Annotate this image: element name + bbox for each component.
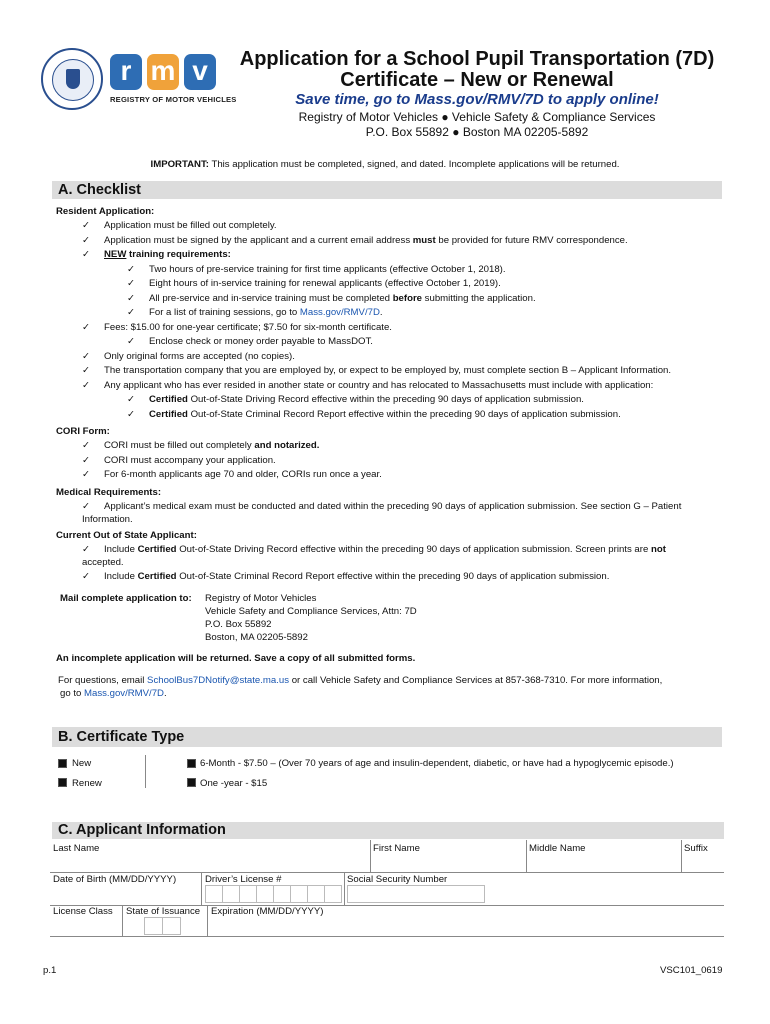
questions-line2: go to Mass.gov/RMV/7D. xyxy=(60,688,167,699)
one-year-checkbox[interactable] xyxy=(187,778,196,787)
suffix-label: Suffix xyxy=(684,843,708,854)
out-of-state-heading: Current Out of State Applicant: xyxy=(56,530,197,541)
state-input-cell[interactable] xyxy=(162,917,181,935)
apply-online-subtitle: Save time, go to Mass.gov/RMV/7D to apply online! xyxy=(295,91,659,108)
row-divider xyxy=(50,872,724,873)
checklist-item: Only original forms are accepted (no copies). xyxy=(104,351,295,362)
medical-item-cont: Information. xyxy=(82,514,133,525)
ssn-label: Social Security Number xyxy=(347,874,448,885)
section-b-heading: B. Certificate Type xyxy=(52,727,722,747)
cert-divider xyxy=(145,755,146,788)
field-divider xyxy=(370,840,371,872)
rmv-7d-link[interactable]: Mass.gov/RMV/7D xyxy=(299,307,380,318)
check-icon: ✓ xyxy=(82,455,91,466)
first-name-label: First Name xyxy=(373,843,420,854)
field-divider xyxy=(526,840,527,872)
important-notice: IMPORTANT: This application must be completed, signed, and dated. Incomplete applications will be returned. xyxy=(150,159,620,170)
check-icon: ✓ xyxy=(127,264,136,275)
address-line2: P.O. Box 55892 ● Boston MA 02205-5892 xyxy=(365,125,589,139)
check-icon: ✓ xyxy=(82,469,91,480)
check-icon: ✓ xyxy=(82,220,91,231)
middle-name-label: Middle Name xyxy=(529,843,586,854)
last-name-label: Last Name xyxy=(53,843,100,854)
check-icon: ✓ xyxy=(127,336,136,347)
checklist-item: Any applicant who has ever resided in another state or country and has relocated to Massachusetts must include with application: xyxy=(104,380,654,391)
ssn-input[interactable] xyxy=(347,885,485,903)
field-divider xyxy=(201,873,202,905)
renew-label: Renew xyxy=(72,778,102,789)
checklist-subitem: Two hours of pre-service training for first time applicants (effective October 1, 2018). xyxy=(149,264,506,275)
rmv-7d-link[interactable]: Mass.gov/RMV/7D xyxy=(84,688,164,699)
state-seal xyxy=(41,48,103,110)
checklist-subitem: Eight hours of in-service training for renewal applicants (effective October 1, 2019). xyxy=(149,278,501,289)
rmv-logo-subtitle: REGISTRY OF MOTOR VEHICLES xyxy=(110,95,237,104)
out-of-state-item-cont: accepted. xyxy=(82,557,124,568)
dob-label: Date of Birth (MM/DD/YYYY) xyxy=(53,874,177,885)
field-divider xyxy=(681,840,682,872)
mail-address-line: Registry of Motor Vehicles xyxy=(205,593,317,604)
page-number: p.1 xyxy=(43,965,57,976)
form-title-line1: Application for a School Pupil Transportation (7D) xyxy=(239,48,715,70)
mail-label: Mail complete application to: xyxy=(60,593,192,604)
form-code: VSC101_0619 xyxy=(660,965,723,976)
check-icon: ✓ xyxy=(82,571,91,582)
state-input-cell[interactable] xyxy=(144,917,163,935)
questions-line1: For questions, email SchoolBus7DNotify@state.ma.us or call Vehicle Safety and Compliance Services at 857-368-7310. For more information, xyxy=(58,675,663,686)
field-divider xyxy=(207,906,208,936)
field-divider xyxy=(344,873,345,905)
check-icon: ✓ xyxy=(82,544,91,555)
email-link[interactable]: SchoolBus7DNotify@state.ma.us xyxy=(147,675,290,686)
checklist-subitem: Enclose check or money order payable to MassDOT. xyxy=(149,336,373,347)
check-icon: ✓ xyxy=(127,409,136,420)
check-icon: ✓ xyxy=(82,380,91,391)
check-icon: ✓ xyxy=(127,278,136,289)
row-divider xyxy=(50,936,724,937)
rmv-logo-r: r xyxy=(110,54,142,90)
check-icon: ✓ xyxy=(82,249,91,260)
six-month-label: 6-Month - $7.50 – (Over 70 years of age and insulin-dependent, diabetic, or have had a hypoglycemic episode.) xyxy=(200,758,674,769)
resident-heading: Resident Application: xyxy=(56,206,155,217)
address-line1: Registry of Motor Vehicles ● Vehicle Safety & Compliance Services xyxy=(298,110,656,124)
renew-checkbox[interactable] xyxy=(58,778,67,787)
rmv-logo-v: v xyxy=(184,54,216,90)
cori-item: For 6-month applicants age 70 and older, CORIs run once a year. xyxy=(104,469,382,480)
field-divider xyxy=(122,906,123,936)
expiration-label: Expiration (MM/DD/YYYY) xyxy=(211,906,324,917)
incomplete-warning: An incomplete application will be returned. Save a copy of all submitted forms. xyxy=(56,653,416,664)
check-icon: ✓ xyxy=(82,351,91,362)
check-icon: ✓ xyxy=(127,307,136,318)
out-of-state-item: Include Certified Out-of-State Criminal Record Report effective within the preceding 90 days of application submission. xyxy=(104,571,610,582)
state-of-issuance-label: State of Issuance xyxy=(126,906,201,917)
checklist-item: NEW training requirements: xyxy=(104,249,231,260)
checklist-item: Fees: $15.00 for one-year certificate; $7.50 for six-month certificate. xyxy=(104,322,392,333)
license-class-label: License Class xyxy=(53,906,113,917)
check-icon: ✓ xyxy=(82,440,91,451)
check-icon: ✓ xyxy=(82,322,91,333)
cori-item: CORI must accompany your application. xyxy=(104,455,276,466)
six-month-checkbox[interactable] xyxy=(187,759,196,768)
check-icon: ✓ xyxy=(127,394,136,405)
checklist-item: Application must be signed by the applicant and a current email address must be provided for future RMV correspondence. xyxy=(104,235,628,246)
check-icon: ✓ xyxy=(82,235,91,246)
checklist-item: Application must be filled out completely. xyxy=(104,220,277,231)
check-icon: ✓ xyxy=(82,501,91,512)
mail-address-line: Vehicle Safety and Compliance Services, Attn: 7D xyxy=(205,606,417,617)
mail-address-line: P.O. Box 55892 xyxy=(205,619,272,630)
one-year-label: One -year - $15 xyxy=(200,778,268,789)
checklist-subitem: Certified Out-of-State Driving Record effective within the preceding 90 days of application submission. xyxy=(149,394,584,405)
medical-heading: Medical Requirements: xyxy=(56,487,162,498)
drivers-license-input[interactable] xyxy=(205,885,343,903)
section-a-heading: A. Checklist xyxy=(52,181,722,199)
medical-item: Applicant’s medical exam must be conducted and dated within the preceding 90 days of application submission. See section G – Patient xyxy=(104,501,682,512)
check-icon: ✓ xyxy=(127,293,136,304)
check-icon: ✓ xyxy=(82,365,91,376)
new-label: New xyxy=(72,758,92,769)
section-c-heading: C. Applicant Information xyxy=(52,822,724,839)
out-of-state-item: Include Certified Out-of-State Driving Record effective within the preceding 90 days of application submission. Screen prints are not xyxy=(104,544,666,555)
rmv-logo-m: m xyxy=(147,54,179,90)
checklist-subitem: For a list of training sessions, go to Mass.gov/RMV/7D. xyxy=(149,307,383,318)
checklist-item: The transportation company that you are employed by, or expect to be employed by, must complete section B – Applicant Information. xyxy=(104,365,672,376)
drivers-license-label: Driver’s License # xyxy=(205,874,282,885)
form-title-line2: Certificate – New or Renewal xyxy=(340,69,614,91)
checklist-subitem: All pre-service and in-service training must be completed before submitting the application. xyxy=(149,293,536,304)
cori-item: CORI must be filled out completely and notarized. xyxy=(104,440,320,451)
mail-address-line: Boston, MA 02205-5892 xyxy=(205,632,308,643)
new-checkbox[interactable] xyxy=(58,759,67,768)
cori-heading: CORI Form: xyxy=(56,426,110,437)
checklist-subitem: Certified Out-of-State Criminal Record Report effective within the preceding 90 days of application submission. xyxy=(149,409,621,420)
